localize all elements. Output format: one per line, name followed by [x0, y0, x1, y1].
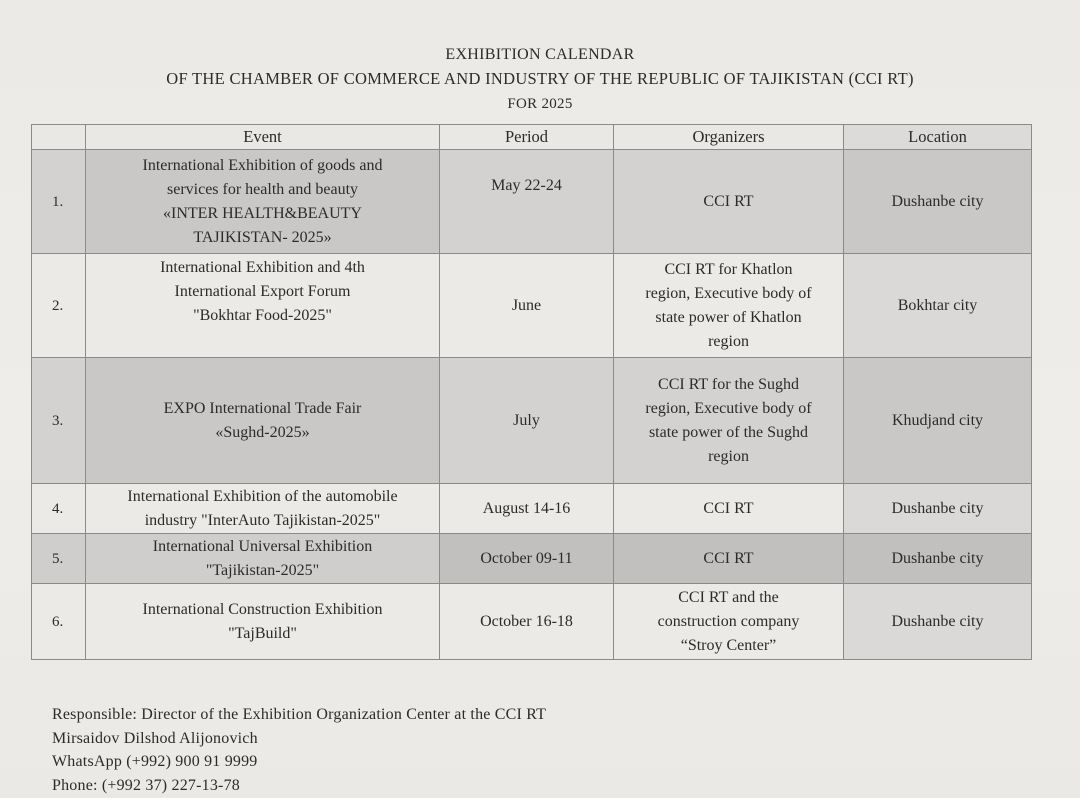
event-line: International Export Forum	[174, 283, 351, 300]
event-line: «Sughd-2025»	[215, 423, 310, 441]
event-cell	[86, 484, 440, 534]
event-line: International Exhibition of the automobile	[127, 487, 398, 505]
table-row	[32, 584, 1032, 660]
organizers-line: CCI RT and the	[678, 588, 779, 606]
location-cell: Dushanbe city	[844, 534, 1032, 584]
phone-number: Phone: (+992 37) 227-13-78	[52, 776, 240, 794]
period-cell: October 09-11	[440, 534, 614, 584]
location-cell: Dushanbe city	[844, 150, 1032, 254]
event-line: EXPO International Trade Fair	[163, 399, 362, 417]
organizers-cell	[614, 254, 844, 358]
document-title: EXHIBITION CALENDAR	[445, 46, 635, 63]
organizers-cell	[614, 534, 844, 584]
organizers-line: construction company	[657, 612, 800, 630]
event-line: TAJIKISTAN- 2025»	[193, 228, 332, 246]
row-number: 6.	[32, 584, 86, 660]
organizers-line: region	[708, 332, 749, 350]
organizers-cell	[614, 358, 844, 484]
organizers-line: CCI RT for the Sughd	[658, 375, 799, 393]
responsible-line: Responsible: Director of the Exhibition Organization Center at the CCI RT	[52, 706, 547, 723]
organizers-line: CCI RT for Khatlon	[664, 260, 793, 278]
table-row	[32, 534, 1032, 584]
organizers-line: state power of the Sughd	[648, 423, 809, 441]
event-cell	[86, 150, 440, 254]
header-period: Period	[440, 125, 614, 150]
header-location: Location	[844, 125, 1032, 150]
organizers-cell	[614, 484, 844, 534]
exhibition-calendar-table	[31, 124, 1032, 660]
event-line: «INTER HEALTH&BEAUTY	[163, 204, 362, 222]
row-number: 2.	[32, 254, 86, 358]
location-cell: Khudjand city	[844, 358, 1032, 484]
responsible-name: Mirsaidov Dilshod Alijonovich	[52, 729, 258, 747]
organizers-line: CCI RT	[703, 192, 754, 210]
organizers-line: region	[708, 447, 749, 465]
header-organizers: Organizers	[614, 125, 844, 150]
event-line: "Tajikistan-2025"	[205, 561, 320, 579]
document-header	[0, 44, 1080, 117]
document-year: FOR 2025	[507, 96, 573, 112]
event-cell	[86, 534, 440, 584]
document-subtitle: OF THE CHAMBER OF COMMERCE AND INDUSTRY OF THE REPUBLIC OF TAJIKISTAN (CCI RT)	[166, 69, 914, 88]
row-number: 1.	[32, 150, 86, 254]
row-number: 3.	[32, 358, 86, 484]
table-row	[32, 358, 1032, 484]
event-line: International Exhibition and 4th	[160, 259, 365, 276]
row-number: 4.	[32, 484, 86, 534]
period-cell: October 16-18	[440, 584, 614, 660]
event-line: industry "InterAuto Tajikistan-2025"	[144, 511, 381, 529]
location-cell: Dushanbe city	[844, 584, 1032, 660]
period-cell: June	[440, 254, 614, 358]
organizers-line: region, Executive body of	[645, 399, 812, 417]
organizers-line: state power of Khatlon	[655, 308, 802, 326]
event-line: "Bokhtar Food-2025"	[193, 307, 332, 324]
table-header-row	[32, 125, 1032, 150]
organizers-line: CCI RT	[703, 499, 754, 517]
event-line: International Universal Exhibition	[152, 537, 373, 555]
location-cell: Bokhtar city	[844, 254, 1032, 358]
event-cell	[86, 584, 440, 660]
organizers-line: “Stroy Center”	[680, 636, 777, 654]
event-line: services for health and beauty	[166, 180, 359, 198]
location-cell: Dushanbe city	[844, 484, 1032, 534]
organizers-cell	[614, 584, 844, 660]
row-number: 5.	[32, 534, 86, 584]
period-cell: August 14-16	[440, 484, 614, 534]
table-row	[32, 484, 1032, 534]
table-row	[32, 254, 1032, 358]
whatsapp-number: WhatsApp (+992) 900 91 9999	[52, 753, 258, 770]
event-line: International Construction Exhibition	[142, 600, 383, 618]
event-cell	[86, 254, 440, 358]
organizers-cell	[614, 150, 844, 254]
organizers-line: CCI RT	[703, 549, 754, 567]
period-cell: July	[440, 358, 614, 484]
table-row	[32, 150, 1032, 254]
header-number	[32, 125, 86, 150]
contact-footer	[52, 703, 546, 797]
organizers-line: region, Executive body of	[645, 284, 812, 302]
event-cell	[86, 358, 440, 484]
header-event: Event	[86, 125, 440, 150]
period-cell: May 22-24	[440, 150, 614, 254]
event-line: "TajBuild"	[228, 624, 297, 642]
event-line: International Exhibition of goods and	[142, 156, 383, 174]
